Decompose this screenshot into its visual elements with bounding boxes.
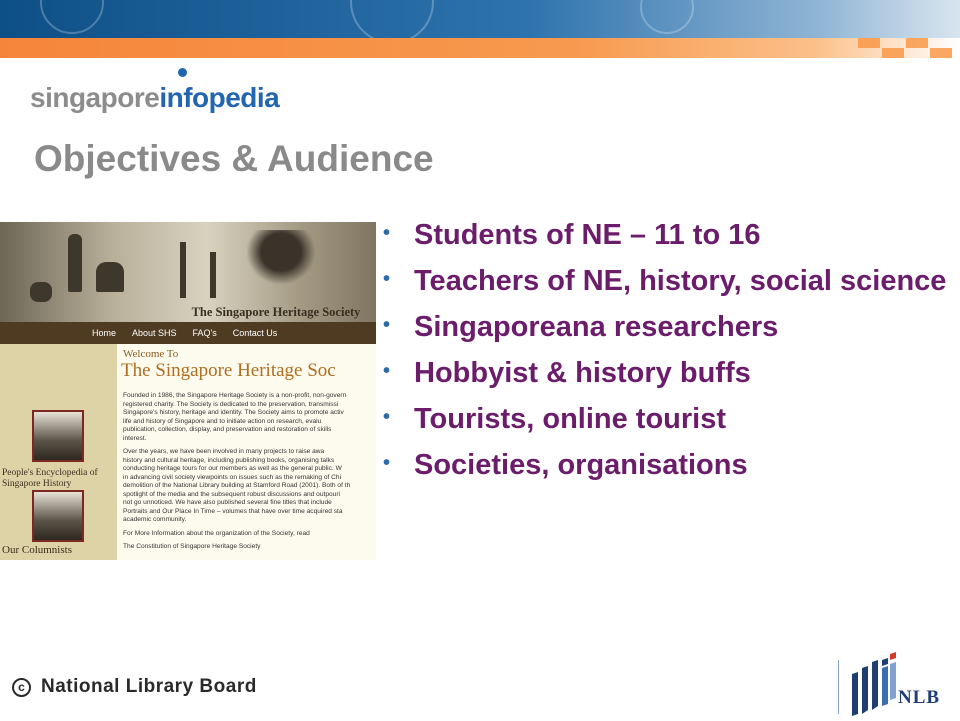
audience-bullet-list <box>380 218 950 494</box>
logo-part-infopedia: infopedia <box>159 82 280 113</box>
encyclopedia-label: People's Encyclopedia of Singapore History <box>2 468 98 489</box>
website-body-text <box>123 392 373 552</box>
bullet-text: Singaporeana researchers <box>414 311 779 343</box>
bullet-dot-icon: • <box>383 360 391 382</box>
body-line: Portraits and Our Place In Time – volumes that have over time acquired sta <box>123 507 343 515</box>
bullet-text: Societies, organisations <box>414 449 748 481</box>
logo-part-singapore: singapore <box>30 82 160 113</box>
bullet-dot-icon: • <box>383 314 391 336</box>
body-line: Founded in 1986, the Singapore Heritage Society is a non-profit, non-govern <box>123 392 347 399</box>
bullet-item <box>380 402 950 436</box>
website-sidebar <box>0 344 117 560</box>
orange-stripe <box>0 38 960 58</box>
bullet-item <box>380 448 950 482</box>
website-main-content <box>117 344 376 560</box>
bullet-text: Students of NE – 11 to 16 <box>414 219 761 251</box>
bullet-text: Tourists, online tourist <box>414 403 727 435</box>
footer-copyright <box>12 676 257 698</box>
bullet-dot-icon: • <box>383 406 391 428</box>
slide-title: Objectives & Audience <box>34 138 434 179</box>
tree-emblem-icon <box>246 230 316 285</box>
body-line: For More Information about the organization of the Society, read <box>123 529 310 537</box>
body-line: Singapore's history, heritage and identity. The Society aims to promote activ <box>123 409 344 416</box>
body-line: interest. <box>123 434 147 442</box>
bullet-item <box>380 356 950 390</box>
building-photo-thumbnail <box>32 490 84 542</box>
logo-dot-icon <box>178 68 187 77</box>
welcome-heading: The Singapore Heritage Soc <box>121 360 336 381</box>
nav-about: About SHS <box>132 328 177 338</box>
nav-faqs: FAQ's <box>192 328 217 338</box>
top-banner <box>0 0 960 38</box>
body-line: academic community. <box>123 516 187 523</box>
nlb-brand-text: NLB <box>898 687 941 708</box>
body-line: life and history of Singapore and to initiate action on research, evalu <box>123 417 322 425</box>
bullet-dot-icon: • <box>383 452 391 474</box>
org-name: National Library Board <box>41 676 257 697</box>
footer-divider <box>838 660 839 714</box>
bullet-item <box>380 218 950 252</box>
bullet-dot-icon: • <box>383 268 391 290</box>
body-line: publication, collection, display, and preservation and restoration of skills <box>123 426 332 433</box>
society-name-banner: The Singapore Heritage Society <box>191 305 361 319</box>
welcome-small: Welcome To <box>123 348 179 360</box>
body-line: registered charity. The Society is dedicated to the preservation, transmissi <box>123 400 339 408</box>
nlb-logo <box>850 648 950 716</box>
copyright-icon: c <box>12 678 31 697</box>
group-photo-thumbnail <box>32 410 84 462</box>
website-navbar <box>0 322 376 344</box>
bullet-text: Teachers of NE, history, social science <box>414 265 947 297</box>
bullet-dot-icon: • <box>383 222 391 244</box>
body-line: The Constitution of Singapore Heritage Society <box>123 543 261 550</box>
body-line: Over the years, we have been involved in many projects to raise awa <box>123 448 325 455</box>
nav-contact: Contact Us <box>232 328 278 338</box>
body-line: in advancing civil society viewpoints on issues such as the remaking of Chi <box>123 473 342 481</box>
heritage-society-website-screenshot <box>0 222 376 560</box>
body-line: history and cultural heritage, including publishing books, organising talks <box>123 456 335 464</box>
body-line: conducting heritage tours for our members as well as the general public. W <box>123 465 342 472</box>
bullet-item <box>380 264 950 298</box>
bullet-text: Hobbyist & history buffs <box>414 357 751 389</box>
columnists-label: Our Columnists <box>2 544 72 556</box>
body-line: spotlight of the media and the subsequent robust discussions and outpouri <box>123 490 341 498</box>
nav-home: Home <box>92 328 117 338</box>
body-line: demolition of the National Library building at Stamford Road (2001). Both of th <box>123 482 351 489</box>
body-line: not go unnoticed. We have also published several fine titles that include <box>123 499 332 506</box>
singapore-infopedia-logo <box>30 82 279 122</box>
bullet-item <box>380 310 950 344</box>
